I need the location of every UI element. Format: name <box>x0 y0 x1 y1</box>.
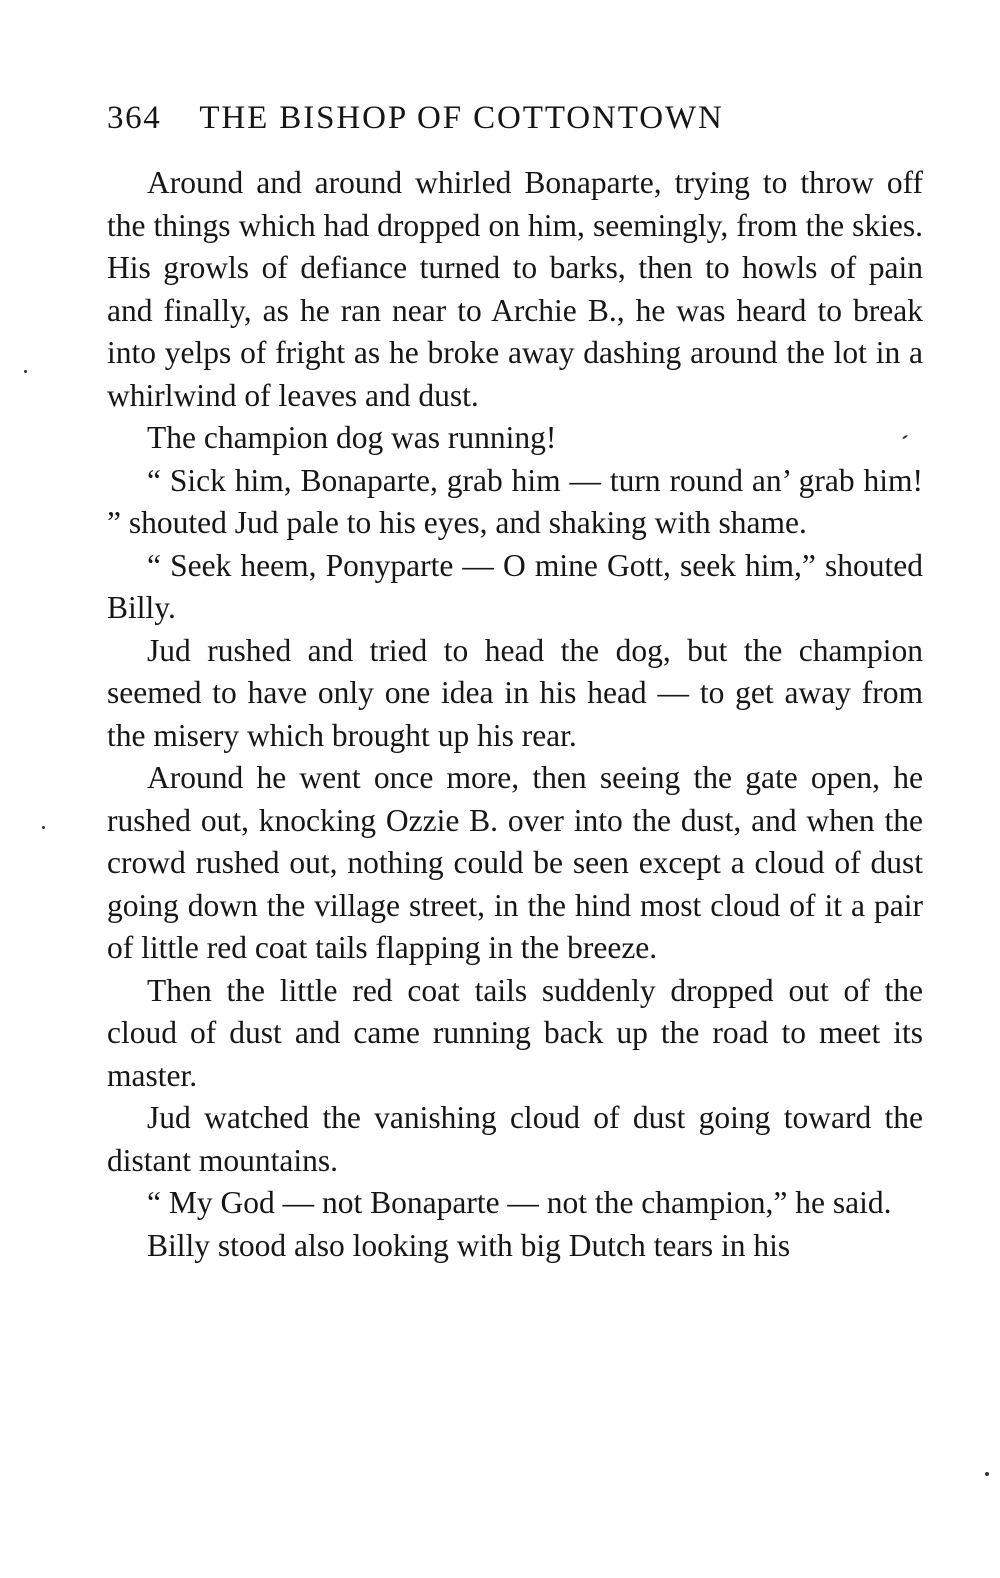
paragraph: Around and around whirled Bonaparte, trying to throw off the things which had dropped on him, seemingly, from the skies. His growls of defiance turned to barks, then to howls of pain and finally, as he ran near to Archie B., he was heard to break into yelps of fright as he broke away dashing around the lot in a whirlwind of leaves and dust. <box>107 165 923 413</box>
page-number: 364 <box>107 100 162 136</box>
paragraph: The champion dog was running! <box>147 420 557 455</box>
paragraph: “ My God — not Bonaparte — not the champion,” he said. <box>147 1185 892 1220</box>
scan-speck <box>42 826 45 829</box>
paragraph: Jud watched the vanishing cloud of dust going toward the distant mountains. <box>107 1100 923 1178</box>
running-title: THE BISHOP OF COTTONTOWN <box>199 100 724 136</box>
paragraph: Around he went once more, then seeing the gate open, he rushed out, knocking Ozzie B. over into the dust, and when the crowd rushed out, nothing could be seen except a cloud of dust going down the village street, in the hind most cloud of it a pair of little red coat tails flapping in the breeze. <box>107 760 923 965</box>
body-text <box>107 162 923 1267</box>
paragraph: “ Seek heem, Ponyparte — O mine Gott, seek him,” shouted Billy. <box>107 547 923 625</box>
scan-speck <box>985 1472 989 1476</box>
running-head <box>107 96 923 140</box>
scan-speck <box>24 370 27 373</box>
paragraph: Billy stood also looking with big Dutch tears in his <box>147 1227 791 1263</box>
paragraph: Then the little red coat tails suddenly dropped out of the cloud of dust and came running back up the road to meet its master. <box>107 972 923 1093</box>
paragraph: “ Sick him, Bonaparte, grab him — turn round an’ grab him! ” shouted Jud pale to his eyes, and shaking with shame. <box>107 462 923 540</box>
paragraph: Jud rushed and tried to head the dog, but the champion seemed to have only one idea in his head — to get away from the misery which brought up his rear. <box>107 632 923 753</box>
book-page <box>107 96 923 1267</box>
